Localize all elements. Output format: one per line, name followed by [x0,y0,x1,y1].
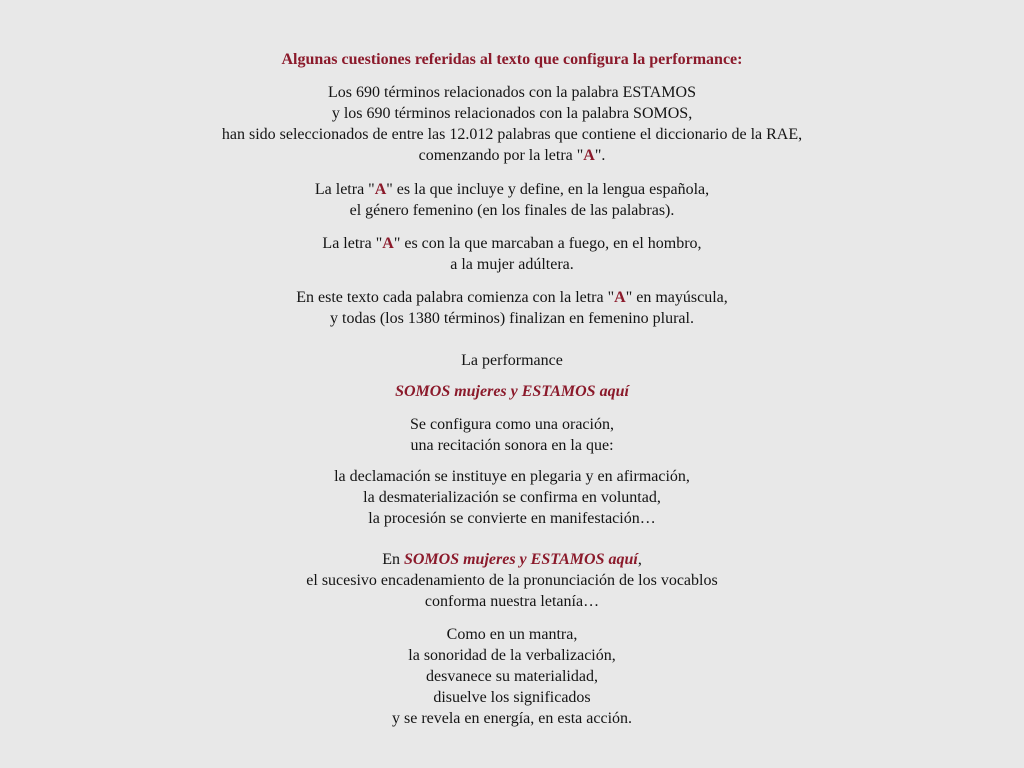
text-line: y los 690 términos relacionados con la palabra SOMOS, [331,105,693,122]
text-fragment: La letra " [314,181,375,198]
letter-a-highlight: A [583,147,595,164]
text-line: el género femenino (en los finales de las palabras). [349,202,675,219]
text-line: la procesión se convierte en manifestación… [368,510,656,527]
text-fragment: ". [594,147,606,164]
paragraph-word-rules [0,287,1024,329]
text-line [0,287,1024,308]
text-fragment: , [637,551,642,568]
text-fragment: La letra " [322,235,383,252]
text-line: han sido seleccionados de entre las 12.012 palabras que contiene el diccionario de la RAE, [221,126,803,143]
performance-title-block [0,381,1024,402]
text-fragment: " es con la que marcaban a fuego, en el hombro, [393,235,702,252]
letter-a-highlight: A [382,235,394,252]
text-fragment: " en mayúscula, [625,289,728,306]
text-line: desvanece su materialidad, [426,668,598,685]
paragraph-terms-selection [0,82,1024,166]
text-line: y todas (los 1380 términos) finalizan en femenino plural. [330,310,694,327]
text-line: Se configura como una oración, [410,416,614,433]
letter-a-highlight: A [614,289,626,306]
intro-heading: Algunas cuestiones referidas al texto que configura la performance: [281,51,743,68]
paragraph-declamation [0,466,1024,529]
text-line: una recitación sonora en la que: [410,437,614,454]
text-fragment: En [382,551,404,568]
text-line: disuelve los significados [433,689,591,706]
paragraph-mantra [0,624,1024,729]
text-fragment: comenzando por la letra " [418,147,584,164]
text-line [0,145,1024,166]
performance-title: SOMOS mujeres y ESTAMOS aquí [395,383,629,400]
paragraph-branding [0,233,1024,275]
text-line: la desmaterialización se confirma en voluntad, [363,489,661,506]
text-line: Como en un mantra, [446,626,578,643]
text-fragment: " es la que incluye y define, en la lengua española, [386,181,710,198]
text-line [0,233,1024,254]
text-line: y se revela en energía, en esta acción. [391,710,633,727]
paragraph-performance-label [0,350,1024,371]
text-line: el sucesivo encadenamiento de la pronunciación de los vocablos [306,572,718,589]
text-line: Los 690 términos relacionados con la palabra ESTAMOS [328,84,696,101]
text-line: la declamación se instituye en plegaria y en afirmación, [334,468,690,485]
text-line: la sonoridad de la verbalización, [408,647,616,664]
text-line: La performance [461,352,563,369]
text-line: a la mujer adúltera. [450,256,574,273]
text-line: conforma nuestra letanía… [424,593,600,610]
paragraph-litany [0,549,1024,612]
text-fragment: En este texto cada palabra comienza con la letra " [296,289,615,306]
paragraph-feminine-gender [0,179,1024,221]
paragraph-prayer [0,414,1024,456]
letter-a-highlight: A [374,181,387,198]
performance-title-inline: SOMOS mujeres y ESTAMOS aquí [403,551,638,568]
text-line [0,549,1024,570]
text-line [0,179,1024,200]
intro-section [0,49,1024,70]
